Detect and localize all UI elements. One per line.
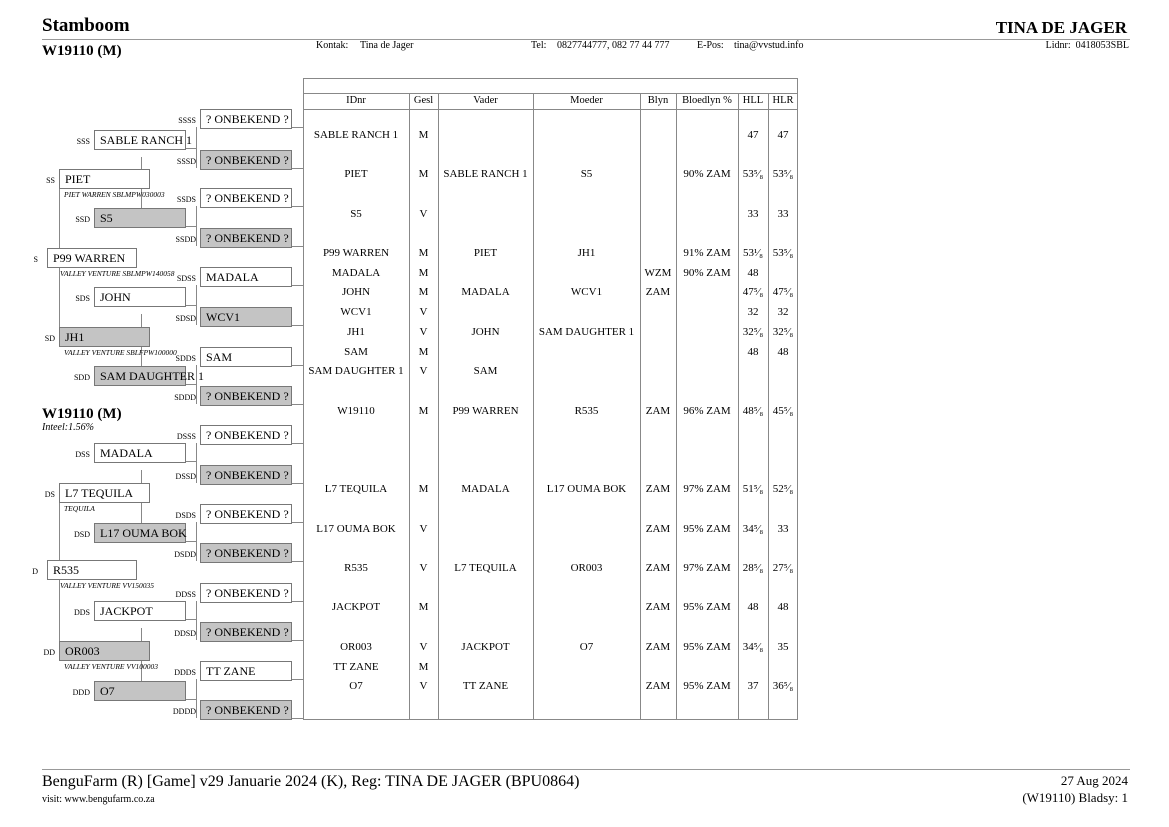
connector-line <box>186 461 196 462</box>
pedigree-code: SDDD <box>174 393 196 402</box>
table-cell-id: SAM <box>344 346 368 358</box>
table-cell-hll: 32⁵⁄₈ <box>742 326 764 338</box>
table-cell-sire: L7 TEQUILA <box>454 562 517 574</box>
table-cell-sex: V <box>419 523 428 535</box>
column-header: HLR <box>772 95 794 106</box>
member-label: Lidnr: <box>1045 40 1071 51</box>
table-cell-pct: 90% ZAM <box>683 168 731 180</box>
breeder-label: PIET WARREN SBLMPW030003 <box>64 190 165 199</box>
table-cell-sex: V <box>419 208 428 220</box>
table-cell-sex: M <box>418 286 429 298</box>
table-cell-pct: 90% ZAM <box>683 267 731 279</box>
table-cell-blyn: ZAM <box>645 601 671 613</box>
table-cell-dam: L17 OUMA BOK <box>546 483 627 495</box>
pedigree-code: SSS <box>76 137 90 146</box>
table-cell-hlr: 48 <box>777 346 789 358</box>
pedigree-animal-box[interactable]: JH1 <box>59 327 150 347</box>
pedigree-code: SSD <box>75 215 90 224</box>
table-cell-id: SAM DAUGHTER 1 <box>308 365 404 377</box>
table-cell-hll: 48 <box>747 601 759 613</box>
pedigree-code: SDSD <box>175 314 196 323</box>
table-cell-id: JH1 <box>347 326 365 338</box>
pedigree-animal-box[interactable]: SAM DAUGHTER 1 <box>94 366 186 386</box>
table-cell-dam: R535 <box>574 405 599 417</box>
pedigree-animal-box[interactable]: ? ONBEKEND ? <box>200 465 292 485</box>
pedigree-animal-box[interactable]: O7 <box>94 681 186 701</box>
member-number <box>1046 40 1129 51</box>
breeder-label: VALLEY VENTURE VV100003 <box>64 662 159 671</box>
pedigree-animal-box[interactable]: JOHN <box>94 287 186 307</box>
table-cell-pct: 95% ZAM <box>683 523 731 535</box>
table-cell-sex: M <box>418 267 429 279</box>
table-cell-sire: MADALA <box>461 286 510 298</box>
table-cell-hll: 53⁵⁄₈ <box>742 168 764 180</box>
pedigree-code: SDD <box>73 373 90 382</box>
pedigree-code: SDSS <box>176 274 196 283</box>
pedigree-animal-box[interactable]: L17 OUMA BOK <box>94 523 186 543</box>
connector-line <box>196 206 197 246</box>
table-cell-sire: SABLE RANCH 1 <box>443 168 528 180</box>
table-header-top <box>303 93 798 94</box>
footer-page: (W19110) Bladsy: 1 <box>1022 790 1128 805</box>
connector-line <box>186 541 196 542</box>
table-cell-id: P99 WARREN <box>322 247 390 259</box>
pedigree-animal-box[interactable]: OR003 <box>59 641 150 661</box>
column-header: Blyn <box>647 95 669 106</box>
column-header: HLL <box>742 95 764 106</box>
column-header: Vader <box>473 95 498 106</box>
table-cell-blyn: ZAM <box>645 405 671 417</box>
table-cell-sex: V <box>419 680 428 692</box>
pedigree-code: SDS <box>75 294 90 303</box>
table-cell-hll: 33 <box>747 208 759 220</box>
table-cell-hlr: 47 <box>777 129 789 141</box>
footer-visit[interactable]: visit: www.bengufarm.co.za <box>42 794 155 805</box>
pedigree-animal-box[interactable]: ? ONBEKEND ? <box>200 504 292 524</box>
column-header: Moeder <box>570 95 603 106</box>
table-cell-pct: 95% ZAM <box>683 601 731 613</box>
pedigree-animal-box[interactable]: TT ZANE <box>200 661 292 681</box>
table-cell-blyn: ZAM <box>645 523 671 535</box>
header-divider <box>42 39 1130 40</box>
pedigree-code: SD <box>44 334 55 343</box>
table-cell-sex: M <box>418 346 429 358</box>
table-cell-sex: M <box>418 601 429 613</box>
table-cell-hll: 34⁵⁄₈ <box>742 641 764 653</box>
table-cell-pct: 96% ZAM <box>683 405 731 417</box>
pedigree-animal-box[interactable]: MADALA <box>200 267 292 287</box>
pedigree-animal-box[interactable]: ? ONBEKEND ? <box>200 700 292 720</box>
table-cell-hlr: 52⁵⁄₈ <box>772 483 794 495</box>
table-cell-hll: 53¹⁄₈ <box>743 247 763 259</box>
table-cell-sire: P99 WARREN <box>452 405 519 417</box>
pedigree-animal-box[interactable]: R535 <box>47 560 137 580</box>
table-cell-hll: 51⁵⁄₈ <box>742 483 764 495</box>
table-cell-dam: OR003 <box>570 562 603 574</box>
table-cell-hll: 32 <box>747 306 759 318</box>
table-cell-blyn: ZAM <box>645 680 671 692</box>
table-cell-hlr: 53⁵⁄₈ <box>772 247 794 259</box>
table-cell-hlr: 33 <box>777 208 789 220</box>
table-cell-dam: SAM DAUGHTER 1 <box>538 326 635 338</box>
pedigree-code: S <box>33 255 38 264</box>
table-cell-pct: 95% ZAM <box>683 641 731 653</box>
table-cell-id: PIET <box>344 168 368 180</box>
page-title: Stamboom <box>42 15 130 36</box>
pedigree-animal-box[interactable]: ? ONBEKEND ? <box>200 583 292 603</box>
table-cell-sex: V <box>419 562 428 574</box>
table-cell-blyn: ZAM <box>645 483 671 495</box>
column-header: Bloedlyn % <box>682 95 732 106</box>
pedigree-code: DSS <box>75 450 90 459</box>
table-cell-sex: M <box>418 247 429 259</box>
table-cell-sex: V <box>419 306 428 318</box>
table-cell-dam: WCV1 <box>570 286 603 298</box>
pedigree-animal-box[interactable]: ? ONBEKEND ? <box>200 188 292 208</box>
table-cell-sire: SAM <box>473 365 498 377</box>
table-cell-blyn: WZM <box>644 267 672 279</box>
table-cell-sex: V <box>419 641 428 653</box>
table-cell-id: JOHN <box>341 286 371 298</box>
table-cell-sex: M <box>418 168 429 180</box>
pedigree-code: D <box>32 567 38 576</box>
table-cell-hll: 48 <box>747 346 759 358</box>
table-cell-hll: 34⁵⁄₈ <box>742 523 764 535</box>
breeder-label: VALLEY VENTURE SBLMPW140058 <box>60 269 175 278</box>
connector-line <box>196 679 197 718</box>
table-cell-sex: V <box>419 365 428 377</box>
table-cell-hlr: 33 <box>777 523 789 535</box>
table-cell-id: SABLE RANCH 1 <box>313 129 399 141</box>
table-cell-id: R535 <box>344 562 368 574</box>
subject-id: W19110 (M) <box>42 406 122 422</box>
table-cell-pct: 97% ZAM <box>683 483 731 495</box>
table-cell-dam: JH1 <box>577 247 596 259</box>
table-cell-hll: 28⁵⁄₈ <box>742 562 764 574</box>
table-cell-hlr: 53⁵⁄₈ <box>772 168 794 180</box>
table-cell-id: JACKPOT <box>331 601 381 613</box>
table-cell-blyn: ZAM <box>645 562 671 574</box>
pedigree-animal-box[interactable]: SAM <box>200 347 292 367</box>
table-cell-id: L17 OUMA BOK <box>316 523 396 535</box>
pedigree-code: DSDD <box>174 550 196 559</box>
pedigree-animal-box[interactable]: ? ONBEKEND ? <box>200 622 292 642</box>
table-cell-blyn: ZAM <box>645 286 671 298</box>
connector-line <box>196 127 197 168</box>
table-cell-sex: M <box>418 405 429 417</box>
pedigree-code: DDD <box>72 688 90 697</box>
pedigree-animal-box[interactable]: MADALA <box>94 443 186 463</box>
column-header: Gesl <box>413 95 434 106</box>
breeder-label: VALLEY VENTURE VV150035 <box>60 581 155 590</box>
table-cell-id: W19110 <box>337 405 375 417</box>
table-cell-id: L7 TEQUILA <box>324 483 388 495</box>
table-cell-pct: 95% ZAM <box>683 680 731 692</box>
footer-app: BenguFarm (R) [Game] v29 Januarie 2024 (K), Reg: TINA DE JAGER (BPU0864) <box>42 773 580 790</box>
table-cell-id: WCV1 <box>340 306 372 318</box>
pedigree-animal-box[interactable]: JACKPOT <box>94 601 186 621</box>
pedigree-code: DSSS <box>176 432 196 441</box>
pedigree-code: DDSD <box>174 629 196 638</box>
inbreeding: Inteel:1.56% <box>42 422 94 433</box>
pedigree-code: DDDD <box>172 707 196 716</box>
table-cell-hlr: 47⁵⁄₈ <box>772 286 794 298</box>
table-header-bottom <box>303 109 798 110</box>
pedigree-animal-box[interactable]: S5 <box>94 208 186 228</box>
table-cell-hll: 48⁵⁄₈ <box>742 405 764 417</box>
table-cell-sire: PIET <box>473 247 498 259</box>
pedigree-code: DSD <box>73 530 90 539</box>
email-label: E-Pos: <box>697 40 724 51</box>
pedigree-animal-box[interactable]: SABLE RANCH 1 <box>94 130 186 150</box>
connector-line <box>59 501 60 659</box>
column-header: IDnr <box>346 95 366 106</box>
table-cell-dam: S5 <box>580 168 593 180</box>
table-cell-sire: MADALA <box>461 483 510 495</box>
pedigree-code: DS <box>44 490 55 499</box>
table-cell-blyn: ZAM <box>645 641 671 653</box>
connector-line <box>186 619 196 620</box>
pedigree-code: SSSS <box>178 116 196 125</box>
pedigree-code: SS <box>46 176 55 185</box>
table-cell-id: TT ZANE <box>333 661 379 673</box>
pedigree-code: DDS <box>73 608 90 617</box>
contact-label: Kontak: <box>316 40 349 51</box>
connector-line <box>186 226 196 227</box>
footer-divider <box>42 769 1130 770</box>
table-cell-id: O7 <box>349 680 363 692</box>
table-cell-pct: 97% ZAM <box>683 562 731 574</box>
table-cell-hll: 48 <box>747 267 759 279</box>
table-cell-pct: 91% ZAM <box>683 247 731 259</box>
tel-label: Tel: <box>531 40 547 51</box>
table-cell-hlr: 35 <box>777 641 789 653</box>
pedigree-code: DD <box>43 648 55 657</box>
table-cell-id: OR003 <box>340 641 372 653</box>
table-cell-hll: 47 <box>747 129 759 141</box>
table-cell-hlr: 32⁵⁄₈ <box>772 326 794 338</box>
table-cell-sex: M <box>418 661 429 673</box>
pedigree-animal-box[interactable]: ? ONBEKEND ? <box>200 228 292 248</box>
table-cell-hlr: 36⁵⁄₈ <box>772 680 794 692</box>
table-cell-sire: JOHN <box>471 326 500 338</box>
footer-date: 27 Aug 2024 <box>1060 773 1128 788</box>
table-cell-hlr: 45⁵⁄₈ <box>772 405 794 417</box>
table-cell-hll: 47⁵⁄₈ <box>742 286 764 298</box>
animal-id: W19110 (M) <box>42 43 122 59</box>
connector-line <box>186 699 196 700</box>
connector-line <box>196 522 197 561</box>
connector-line <box>196 601 197 640</box>
owner-name: TINA DE JAGER <box>995 18 1127 37</box>
email-value[interactable]: tina@vvstud.info <box>734 40 804 51</box>
table-cell-id: S5 <box>350 208 362 220</box>
pedigree-animal-box[interactable]: ? ONBEKEND ? <box>200 386 292 406</box>
tel-value: 0827744777, 082 77 44 777 <box>557 40 670 51</box>
table-cell-id: MADALA <box>331 267 381 279</box>
table-cell-hlr: 48 <box>777 601 789 613</box>
table-cell-sire: TT ZANE <box>462 680 509 692</box>
pedigree-animal-box[interactable]: WCV1 <box>200 307 292 327</box>
connector-line <box>196 443 197 483</box>
pedigree-animal-box[interactable]: ? ONBEKEND ? <box>200 109 292 129</box>
table-cell-hll: 37 <box>747 680 759 692</box>
pedigree-animal-box[interactable]: ? ONBEKEND ? <box>200 543 292 563</box>
pedigree-code: DDDS <box>174 668 196 677</box>
pedigree-animal-box[interactable]: ? ONBEKEND ? <box>200 425 292 445</box>
pedigree-animal-box[interactable]: P99 WARREN <box>47 248 137 268</box>
table-cell-sire: JACKPOT <box>461 641 510 653</box>
table-cell-hlr: 27⁵⁄₈ <box>772 562 794 574</box>
member-value: 0418053SBL <box>1075 40 1129 51</box>
pedigree-code: SSDS <box>176 195 196 204</box>
pedigree-code: SSSD <box>176 157 196 166</box>
pedigree-code: DSSD <box>175 472 196 481</box>
table-cell-sex: V <box>419 326 428 338</box>
pedigree-animal-box[interactable]: L7 TEQUILA <box>59 483 150 503</box>
breeder-label: TEQUILA <box>64 504 95 513</box>
table-cell-dam: O7 <box>579 641 594 653</box>
pedigree-animal-box[interactable]: ? ONBEKEND ? <box>200 150 292 170</box>
pedigree-code: DDSS <box>175 590 196 599</box>
pedigree-code: SSDD <box>175 235 196 244</box>
pedigree-code: SDDS <box>175 354 196 363</box>
breeder-label: VALLEY VENTURE SBLFPW100000 <box>64 348 177 357</box>
table-cell-sex: M <box>418 129 429 141</box>
pedigree-code: DSDS <box>175 511 196 520</box>
pedigree-animal-box[interactable]: PIET <box>59 169 150 189</box>
table-cell-hlr: 32 <box>777 306 789 318</box>
connector-line <box>196 285 197 325</box>
connector-line <box>186 305 196 306</box>
table-cell-sex: M <box>418 483 429 495</box>
contact-name: Tina de Jager <box>360 40 414 51</box>
